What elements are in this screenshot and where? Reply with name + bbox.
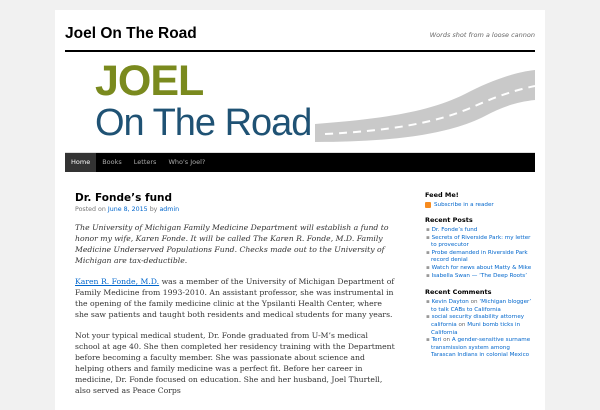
rss-subscribe-row[interactable] [425, 202, 535, 208]
post-content-area [75, 182, 395, 406]
recent-comment-item: ▪ social security disability attorney california on Muni bomb ticks in California [426, 314, 525, 336]
recent-post-item[interactable]: ▪ Watch for news about Matty & Mike [426, 264, 532, 271]
recent-comments-widget [425, 288, 535, 360]
post-meta [75, 206, 395, 213]
nav-item-letters[interactable]: Letters [133, 158, 157, 166]
nav-item-home[interactable]: Home [65, 153, 96, 172]
post-author-link[interactable]: admin [159, 206, 180, 213]
post-title[interactable]: Dr. Fonde’s fund [75, 192, 173, 204]
subscribe-link[interactable]: Subscribe in a reader [434, 202, 494, 208]
site-title[interactable]: Joel On The Road [65, 25, 197, 42]
comment-post-link[interactable]: A gender-sensitive surname transmission system among Tarascan Indians in colonial Mexico [431, 337, 531, 359]
post-intro-paragraph [75, 222, 395, 266]
header-banner[interactable] [65, 52, 535, 153]
road-illustration [315, 64, 535, 144]
karen-fonde-link[interactable]: Karen R. Fonde, M.D. [75, 277, 160, 286]
recent-post-item[interactable]: ▪ Probe demanded in Riverside Park record denial [426, 249, 528, 264]
post-date-link[interactable]: June 8, 2015 [107, 206, 148, 213]
site-tagline: Words shot from a loose cannon [429, 31, 535, 39]
post-paragraph-3: Not your typical medical student, Dr. Fonde graduated from U-M’s medical school at age 40. She then completed her residency training with the Department before becoming a faculty member. She was passionate about science and helping others and family medicine was a perfect fit. Before her career in medicine, Dr. Fonde focused on education. She and her husband, Joel Thurtell, also served as Peace Corps [75, 331, 395, 395]
post-intro-text: The University of Michigan Family Medicine Department will establish a fund to honor my wife, Karen Fonde. It will be called The Karen R. Fonde, M.D. Family Medicine Underserved Populations Fund. Checks made out to the University of Michigan are tax-deductible. [75, 223, 389, 265]
recent-comment-item: ▪ Teri on A gender-sensitive surname transmission system among Tarascan Indians in colonial Mexico [426, 337, 531, 359]
comment-author-link[interactable]: social security disability attorney california [431, 314, 525, 328]
feed-widget-title: Feed Me! [425, 191, 459, 199]
recent-posts-widget [425, 216, 535, 280]
feed-widget [425, 191, 535, 208]
post-paragraph-2 [75, 276, 395, 320]
nav-item-books[interactable]: Books [102, 158, 122, 166]
meta-by: by [149, 206, 158, 213]
meta-prefix: Posted on [75, 206, 106, 213]
comment-author-link[interactable]: Kevin Dayton [431, 299, 469, 306]
comment-post-link[interactable]: Muni bomb ticks in California [431, 321, 521, 336]
banner-joel-text: JOEL [95, 57, 204, 105]
rss-feed-icon[interactable] [425, 202, 431, 208]
recent-comments-title: Recent Comments [425, 288, 492, 297]
post-paragraph-2-text: was a member of the University of Michigan Department of Family Medicine from 1993-2010. An assistant professor, she was instrumental in the opening of the family medicine clinic at the Ypsilanti Health Center, where she saw patients and taught both residents and medical students for many years. [75, 277, 395, 319]
main-navigation [65, 153, 535, 172]
recent-comment-item: ▪ Kevin Dayton on ‘Michigan blogger’ to talk CABs to California [426, 299, 532, 313]
recent-post-item[interactable]: ▪ Secrets of Riverside Park: my letter to provecutor [426, 234, 531, 249]
post-body [75, 222, 395, 396]
comment-post-link[interactable]: ‘Michigan blogger’ to talk CABs to California [431, 299, 532, 313]
recent-post-item[interactable]: ▪ Dr. Fonde’s fund [426, 227, 478, 233]
page-wrapper [55, 10, 545, 410]
sidebar [425, 191, 535, 368]
comment-author-link[interactable]: Teri [431, 337, 442, 344]
recent-posts-title: Recent Posts [425, 216, 473, 224]
banner-road-text: On The Road [95, 102, 312, 144]
recent-post-item[interactable]: ▪ Isabella Swan — ‘The Deep Roots’ [426, 272, 527, 279]
nav-item-whos-joel[interactable]: Who's Joel? [168, 158, 206, 166]
